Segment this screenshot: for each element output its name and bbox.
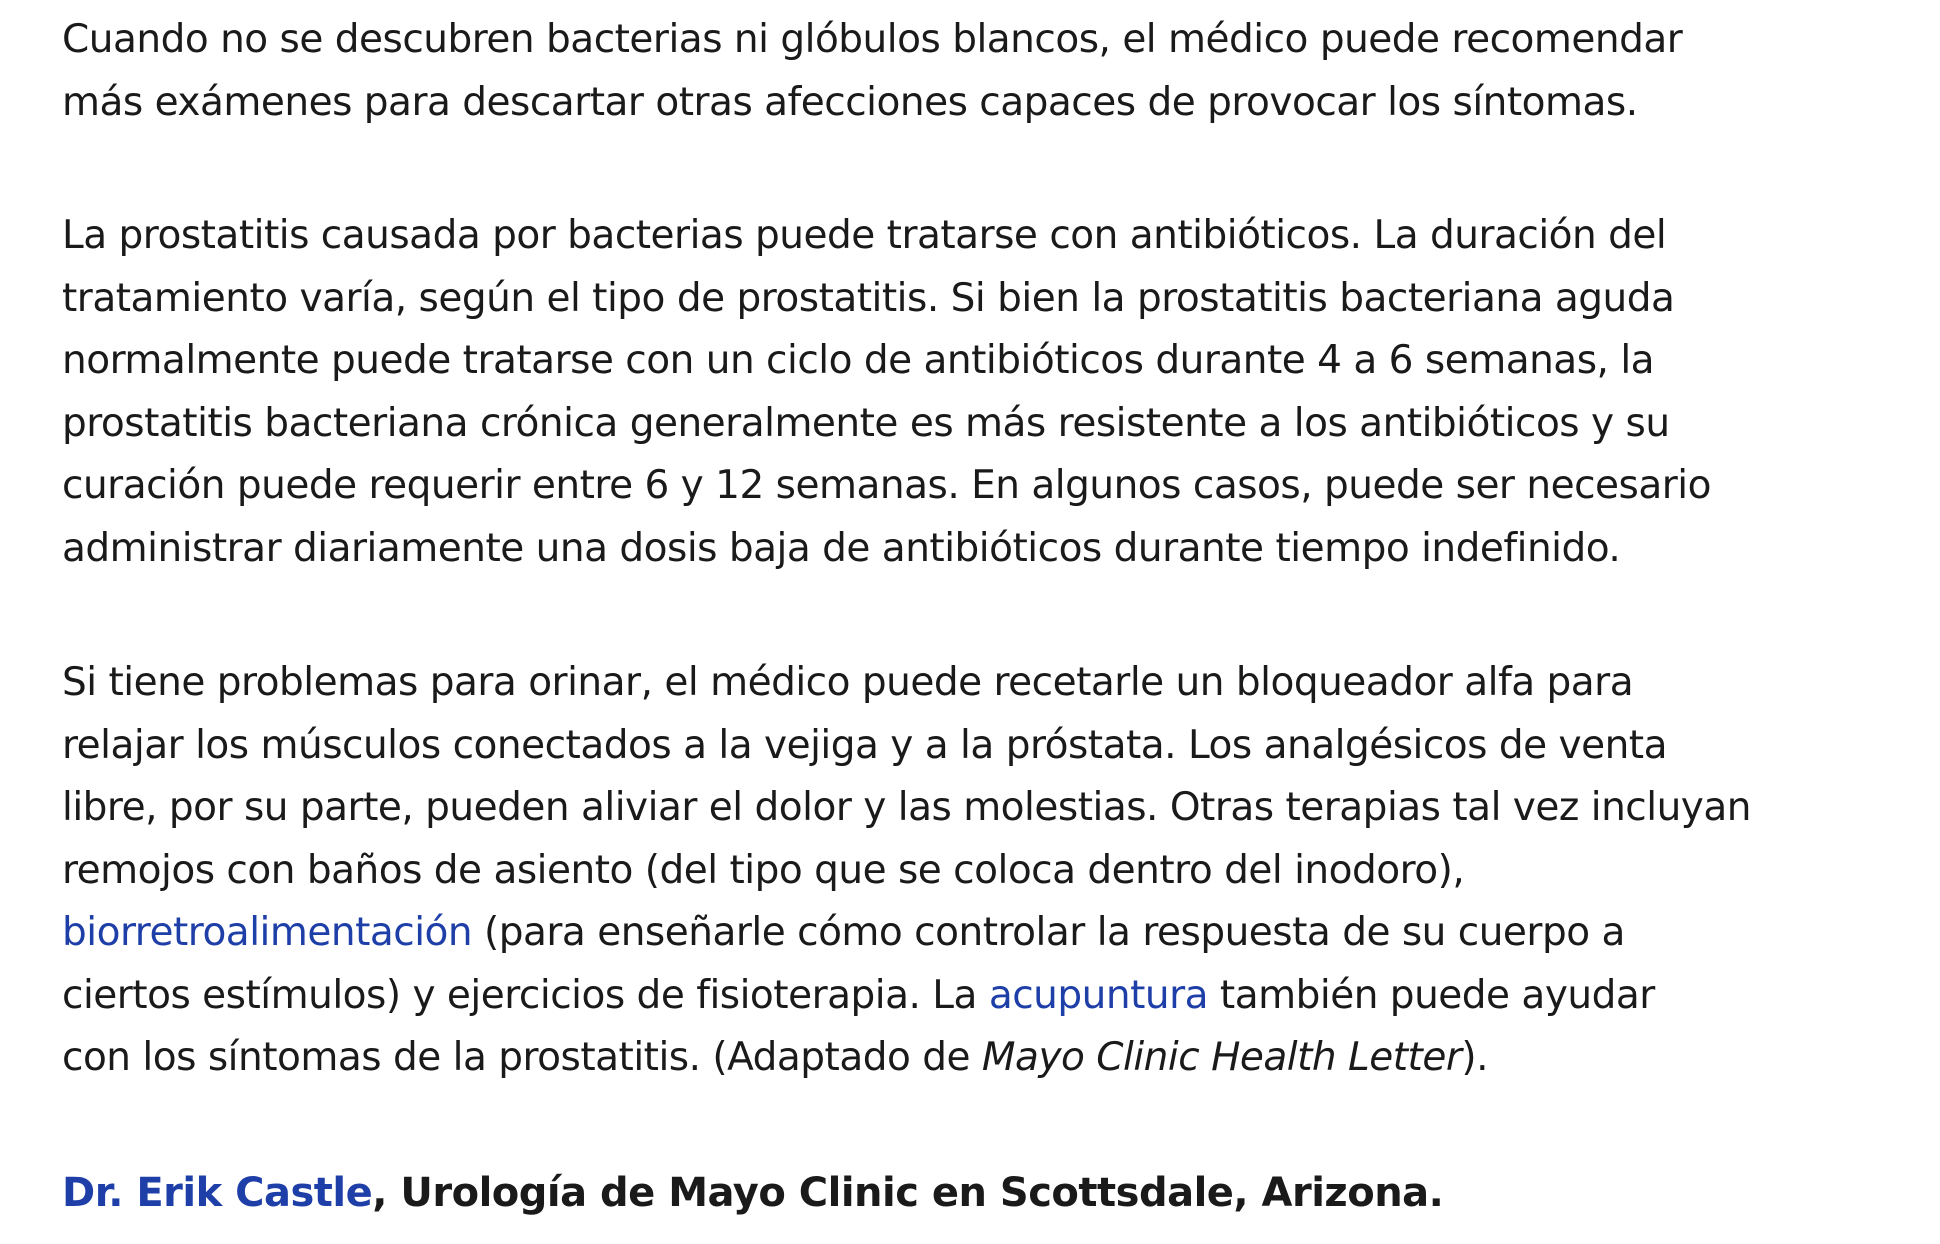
text-line: tratamiento varía, según el tipo de prostatitis. Si bien la prostatitis bacteriana aguda — [62, 275, 1675, 321]
author-affiliation: , Urología de Mayo Clinic en Scottsdale, Arizona. — [372, 1170, 1444, 1216]
text-span: también puede ayudar — [1208, 972, 1655, 1018]
text-span: ). — [1461, 1035, 1488, 1080]
biofeedback-link[interactable]: biorretroalimentación — [62, 910, 473, 955]
text-line: libre, por su parte, pueden aliviar el dolor y las molestias. Otras terapias tal vez incluyan — [62, 785, 1751, 830]
author-link[interactable]: Dr. Erik Castle — [62, 1170, 373, 1216]
text-line: normalmente puede tratarse con un ciclo de antibióticos durante 4 a 6 semanas, la — [62, 338, 1655, 383]
text-line: La prostatitis causada por bacterias puede tratarse con antibióticos. La duración del — [62, 213, 1667, 258]
text-line: prostatitis bacteriana crónica generalmente es más resistente a los antibióticos y su — [62, 400, 1670, 446]
author-byline — [62, 1162, 1842, 1224]
text-line — [62, 1027, 1842, 1090]
text-line: curación puede requerir entre 6 y 12 semanas. En algunos casos, puede ser necesario — [62, 463, 1711, 508]
text-line: administrar diariamente una dosis baja de antibióticos durante tiempo indefinido. — [62, 525, 1621, 571]
text-span: (para enseñarle cómo controlar la respuesta de su cuerpo a — [472, 910, 1625, 955]
text-span: con los síntomas de la prostatitis. (Adaptado de — [62, 1035, 982, 1080]
paragraph-diagnosis — [62, 9, 1842, 134]
paragraph-other-therapies — [62, 652, 1842, 1090]
text-line: más exámenes para descartar otras afecciones capaces de provocar los síntomas. — [62, 79, 1638, 125]
acupuncture-link[interactable]: acupuntura — [988, 972, 1209, 1018]
source-publication-title: Mayo Clinic Health Letter — [981, 1035, 1462, 1080]
text-line: Cuando no se descubren bacterias ni glóbulos blancos, el médico puede recomendar — [62, 17, 1683, 62]
text-line — [62, 965, 1842, 1028]
text-line: remojos con baños de asiento (del tipo que se coloca dentro del inodoro), — [62, 847, 1465, 893]
paragraph-antibiotics — [62, 205, 1842, 580]
text-line: Si tiene problemas para orinar, el médico puede recetarle un bloqueador alfa para — [62, 660, 1634, 705]
text-line — [62, 902, 1842, 965]
text-span: ciertos estímulos) y ejercicios de fisioterapia. La — [62, 972, 989, 1018]
text-line: relajar los músculos conectados a la vejiga y a la próstata. Los analgésicos de venta — [62, 722, 1668, 768]
